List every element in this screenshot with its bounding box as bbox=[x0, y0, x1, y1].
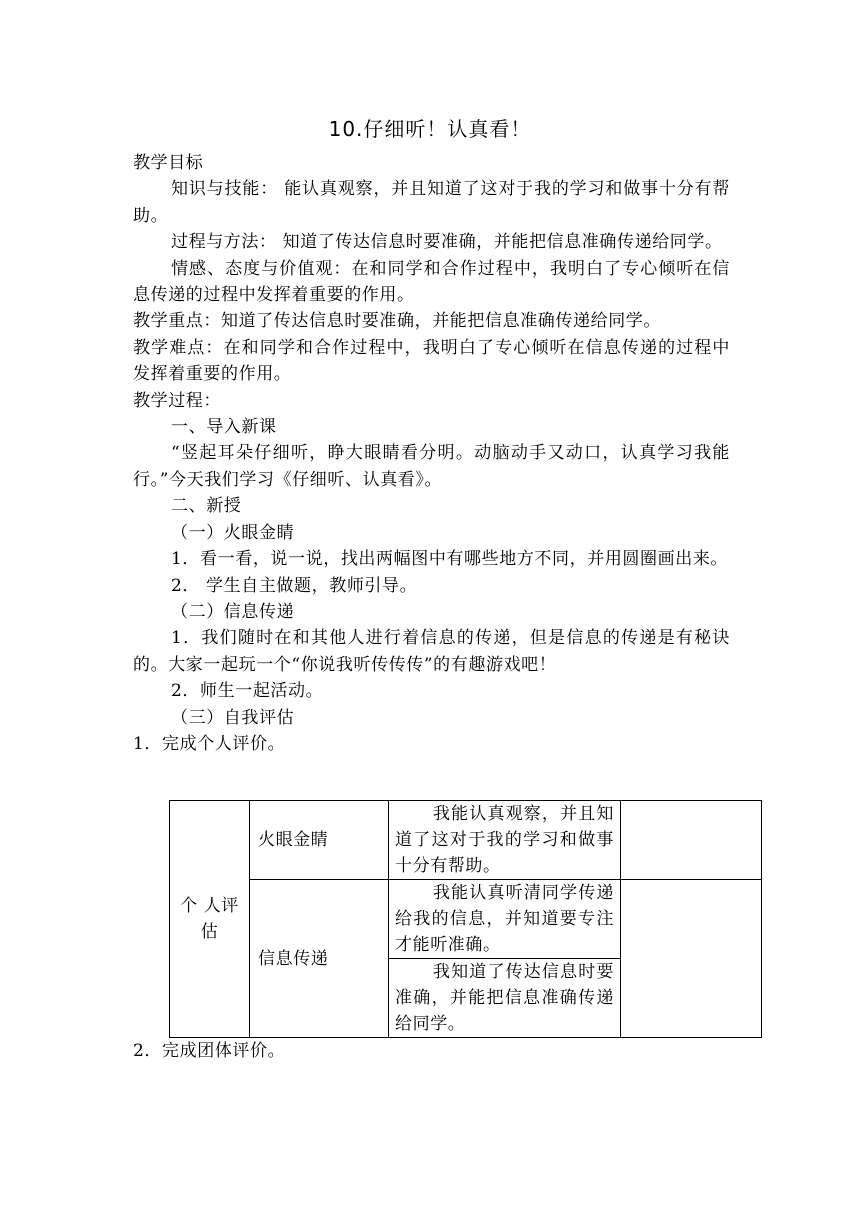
category-cell bbox=[250, 880, 389, 1038]
criterion-cell bbox=[389, 801, 621, 880]
category-label: 火眼金睛 bbox=[258, 830, 329, 850]
group-label-cell bbox=[170, 801, 250, 1038]
paragraph: 情感、态度与价值观：在和同学和合作过程中，我明白了专心倾听在信息传递的过程中发挥着重要的作用。 bbox=[133, 258, 730, 306]
section-heading: 二、新授 bbox=[171, 496, 242, 517]
lesson-title: 10.仔细听！认真看！ bbox=[328, 117, 532, 141]
lesson-body bbox=[133, 150, 730, 757]
score-cell[interactable] bbox=[621, 801, 762, 880]
criterion-text: 我能认真观察，并且知道了这对于我的学习和做事十分有帮助。 bbox=[395, 804, 614, 876]
paragraph: 教学过程： bbox=[133, 390, 221, 411]
group-label: 个 人评估 bbox=[180, 896, 239, 942]
section-heading: 一、导入新课 bbox=[171, 417, 277, 438]
paragraph: 1．看一看，说一说，找出两幅图中有哪些地方不同，并用圆圈画出来。 bbox=[171, 549, 729, 570]
criterion-cell bbox=[389, 880, 621, 959]
paragraph: “竖起耳朵仔细听，睁大眼睛看分明。动脑动手又动口，认真学习我能行。”今天我们学习《仔细听、认真看》。 bbox=[133, 443, 730, 490]
criterion-cell bbox=[389, 959, 621, 1038]
score-cell[interactable] bbox=[621, 880, 762, 1038]
category-cell bbox=[250, 801, 389, 880]
paragraph: 教学重点：知道了传达信息时要准确，并能把信息准确传递给同学。 bbox=[133, 311, 661, 332]
criterion-text: 我知道了传达信息时要准确，并能把信息准确传递给同学。 bbox=[395, 962, 614, 1034]
closing-line: 2．完成团体评价。 bbox=[133, 1041, 286, 1061]
paragraph: 1．我们随时在和其他人进行着信息的传递，但是信息的传递是有秘诀的。大家一起玩一个“你说我听传传传”的有趣游戏吧！ bbox=[133, 628, 730, 675]
paragraph: 教学难点：在和同学和合作过程中，我明白了专心倾听在信息传递的过程中发挥着重要的作用。 bbox=[133, 337, 730, 385]
subsection-heading: （三）自我评估 bbox=[171, 707, 295, 728]
subsection-heading: （二）信息传递 bbox=[171, 601, 295, 622]
paragraph: 2． 学生自主做题，教师引导。 bbox=[171, 575, 418, 596]
paragraph: 过程与方法： 知道了传达信息时要准确，并能把信息准确传递给同学。 bbox=[171, 232, 723, 253]
paragraph: 1．完成个人评价。 bbox=[133, 733, 286, 754]
category-label: 信息传递 bbox=[258, 948, 329, 969]
personal-evaluation-table bbox=[169, 800, 762, 1038]
paragraph: 教学目标 bbox=[133, 153, 204, 173]
paragraph: 2．师生一起活动。 bbox=[171, 681, 324, 702]
criterion-text: 我能认真听清同学传递给我的信息，并知道要专注才能听准确。 bbox=[395, 883, 614, 955]
paragraph: 知识与技能： 能认真观察，并且知道了这对于我的学习和做事十分有帮助。 bbox=[133, 179, 730, 226]
subsection-heading: （一）火眼金睛 bbox=[171, 522, 295, 543]
